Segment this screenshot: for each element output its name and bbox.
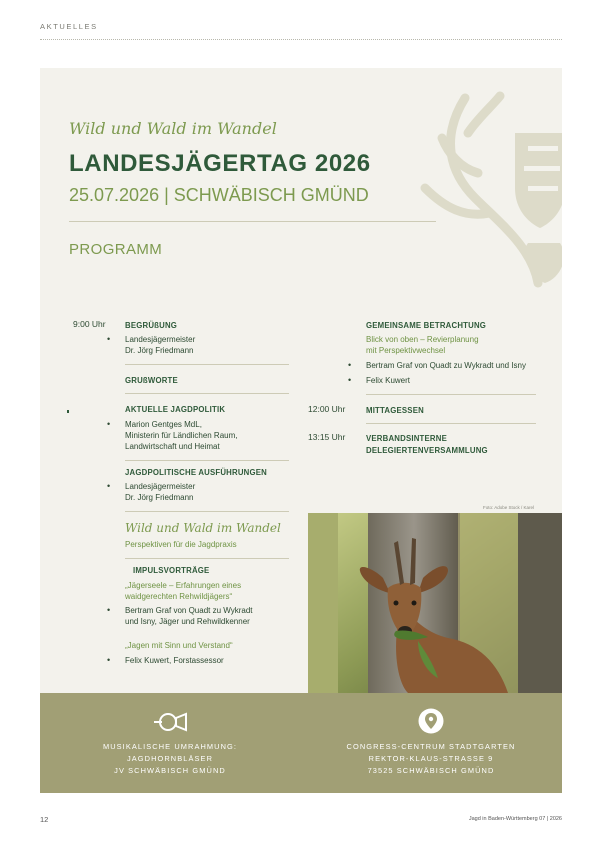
talk2-speaker: Felix Kuwert, Forstassessor (125, 656, 224, 665)
roe-deer-photo (308, 513, 562, 693)
ausf-speaker-role: Landesjägermeister (125, 482, 196, 491)
ausf-speaker-name: Dr. Jörg Friedmann (125, 493, 194, 502)
item-grussworte: GRUßWORTE (125, 376, 178, 385)
politik-speaker-line2: Ministerin für Ländlichen Raum, (125, 431, 238, 440)
divider (125, 511, 289, 512)
session-tagline: Wild und Wald im Wandel (125, 521, 281, 535)
divider (366, 423, 536, 424)
item-mittagessen: MITTAGESSEN (366, 406, 424, 415)
item-impulsvortraege: IMPULSVORTRÄGE (133, 566, 210, 575)
section-label: AKTUELLES (40, 22, 98, 31)
politik-speaker-line3: Landwirtschaft und Heimat (125, 442, 220, 451)
talk1-speaker-line1: Bertram Graf von Quadt zu Wykradt (125, 606, 253, 615)
session-subtitle: Perspektiven für die Jagdpraxis (125, 540, 237, 549)
talk2-title: „Jagen mit Sinn und Verstand“ (125, 641, 233, 650)
footer-band (40, 693, 562, 793)
divider (366, 394, 536, 395)
event-title: LANDESJÄGERTAG 2026 (69, 150, 371, 177)
venue-name: CONGRESS-CENTRUM STADTGARTEN (346, 742, 516, 751)
item-verband-line1: VERBANDSINTERNE (366, 434, 447, 443)
divider (125, 364, 289, 365)
item-ausfuehrungen: JAGDPOLITISCHE AUSFÜHRUNGEN (125, 468, 267, 477)
begruessung-speaker-role: Landesjägermeister (125, 335, 196, 344)
publication-info: Jagd in Baden-Württemberg 07 | 2026 (468, 816, 562, 822)
music-association: JV SCHWÄBISCH GMÜND (114, 766, 226, 775)
talk1-speaker-line2: und Isny, Jäger und Rehwildkenner (125, 617, 250, 626)
header-divider (40, 39, 562, 40)
event-tagline: Wild und Wald im Wandel (69, 119, 277, 138)
divider (125, 393, 289, 394)
music-info (65, 741, 275, 777)
item-gemeinsame-betrachtung: GEMEINSAME BETRACHTUNG (366, 321, 487, 330)
begruessung-speaker-name: Dr. Jörg Friedmann (125, 346, 194, 355)
talk1-title-line2: waidgerechten Rehwildjägers“ (125, 592, 233, 601)
location-pin-icon (418, 708, 444, 734)
bullet: • (107, 334, 111, 344)
item-jagdpolitik: AKTUELLE JAGDPOLITIK (125, 405, 226, 414)
betrachtung-subtitle-line1: Blick von oben – Revierplanung (366, 335, 479, 344)
politik-speaker-line1: Marion Gentges MdL, (125, 420, 202, 429)
music-group: JAGDHORNBLÄSER (126, 754, 214, 763)
venue-street: REKTOR-KLAUS-STRASSE 9 (368, 754, 494, 763)
betrachtung-speaker1: Bertram Graf von Quadt zu Wykradt und Isny (366, 361, 526, 370)
event-date-location: 25.07.2026 | SCHWÄBISCH GMÜND (69, 185, 369, 205)
divider (125, 558, 289, 559)
photo-credit: Foto: Adobe Stock / Karel (482, 505, 534, 510)
time-9-00: 9:00 Uhr (73, 319, 106, 329)
venue-city: 73525 SCHWÄBISCH GMÜND (367, 766, 495, 775)
divider (125, 460, 289, 461)
title-divider (69, 221, 436, 222)
margin-mark (67, 410, 69, 413)
hunting-horn-icon (152, 711, 188, 733)
bullet: • (348, 375, 352, 385)
music-label: MUSIKALISCHE UMRAHMUNG: (102, 742, 238, 751)
bullet: • (107, 481, 111, 491)
event-panel (40, 68, 562, 693)
bullet: • (107, 605, 111, 615)
antler-crest-icon (420, 78, 562, 293)
item-verband-line2: DELEGIERTENVERSAMMLUNG (366, 446, 488, 455)
bullet: • (348, 360, 352, 370)
venue-info (326, 741, 536, 777)
time-13-15: 13:15 Uhr (308, 432, 346, 442)
bullet: • (107, 419, 111, 429)
betrachtung-speaker2: Felix Kuwert (366, 376, 411, 385)
time-12-00: 12:00 Uhr (308, 404, 346, 414)
bullet: • (107, 655, 111, 665)
page-number: 12 (40, 815, 49, 824)
talk1-title-line1: „Jägerseele – Erfahrungen eines (125, 581, 242, 590)
betrachtung-subtitle-line2: mit Perspektivwechsel (366, 346, 446, 355)
program-heading: PROGRAMM (69, 241, 163, 258)
item-begruessung: BEGRÜßUNG (125, 321, 178, 330)
